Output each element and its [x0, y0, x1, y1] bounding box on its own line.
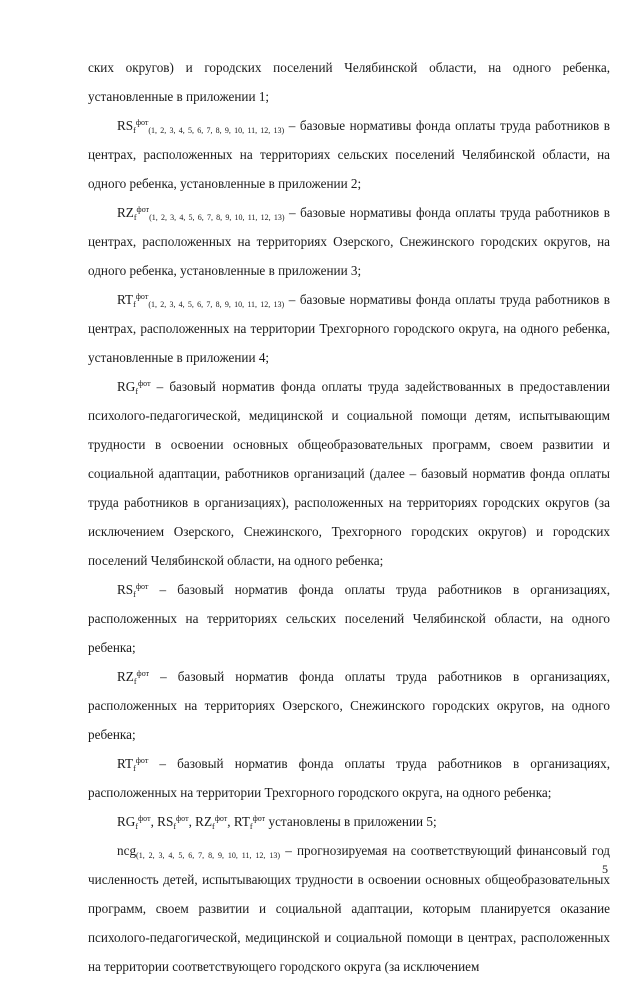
subscript: f: [135, 822, 138, 831]
paragraph: [88, 662, 610, 749]
subscript: f: [173, 822, 176, 831]
superscript: фот: [135, 582, 149, 591]
superscript: фот: [135, 118, 149, 127]
paragraph: [88, 807, 610, 836]
subscript: f: [133, 213, 137, 222]
paragraph-text: RT: [117, 756, 134, 771]
paragraph-text: RT: [117, 292, 134, 307]
subscript: (1, 2, 3, 4, 5, 6, 7, 8, 9, 10, 11, 12, 13): [148, 126, 285, 135]
subscript: f: [133, 126, 136, 135]
superscript: фот: [252, 814, 266, 823]
paragraph-text: , RT: [227, 814, 250, 829]
superscript: фот: [138, 814, 151, 823]
subscript: (1, 2, 3, 4, 5, 6, 7, 8, 9, 10, 11, 12, 13): [148, 300, 285, 309]
paragraph: [88, 111, 610, 198]
paragraph-text: – базовые нормативы фонда оплаты труда работников в центрах, расположенных на территории Трехгорного городского округа, на одного ребенка, установленные в приложении 4;: [88, 292, 611, 365]
superscript: фот: [135, 292, 149, 301]
paragraph-text: RG: [117, 379, 136, 394]
paragraph-text: – базовый норматив фонда оплаты труда работников в организациях, расположенных на территориях Озерского, Снежинского городских округов, на одного ребенка;: [88, 669, 610, 742]
paragraph-text: – базовый норматив фонда оплаты труда работников в организациях, расположенных на территориях сельских поселений Челябинской области, на одного ребенка;: [88, 582, 610, 655]
paragraph-text: – базовый норматив фонда оплаты труда работников в организациях, расположенных на территории Трехгорного городского округа, на одного ребенка;: [88, 756, 610, 800]
paragraph: [88, 575, 610, 662]
document-body: [88, 53, 610, 981]
superscript: фот: [136, 205, 150, 214]
paragraph-text: ских округов) и городских поселений Челябинской области, на одного ребенка, установленные в приложении 1;: [88, 60, 610, 104]
subscript: f: [133, 764, 136, 773]
subscript: f: [212, 822, 215, 831]
paragraph: [88, 285, 610, 372]
subscript: f: [133, 300, 136, 309]
paragraph-text: RZ: [117, 669, 134, 684]
paragraph-text: , RZ: [188, 814, 213, 829]
paragraph-text: ncg: [117, 843, 137, 858]
subscript: f: [133, 677, 137, 686]
subscript: (1, 2, 3, 4, 5, 6, 7, 8, 9, 10, 11, 12, 13): [149, 213, 285, 222]
paragraph-text: RS: [117, 582, 134, 597]
superscript: фот: [136, 669, 150, 678]
paragraph: [88, 836, 610, 981]
superscript: фот: [214, 814, 228, 823]
paragraph-text: установлены в приложении 5;: [265, 814, 437, 829]
superscript: фот: [138, 379, 151, 388]
paragraph: [88, 749, 610, 807]
paragraph: [88, 198, 610, 285]
paragraph-text: RZ: [117, 205, 134, 220]
paragraph-text: RG: [117, 814, 136, 829]
paragraph-text: , RS: [150, 814, 174, 829]
subscript: f: [135, 387, 138, 396]
paragraph-text: RS: [117, 118, 134, 133]
paragraph-text: – базовый норматив фонда оплаты труда задействованных в предоставлении психолого-педагогической, медицинской и социальной помощи детям, испытывающим трудности в освоении основных общеобразовательных программ, своем развитии и социальной адаптации, работников организаций (далее – базовый норматив фонда оплаты труда работников в организациях), расположенных на территориях городских округов (за исключением Озерского, Снежинского, Трехгорного городских округов) и городских поселений Челябинской области, на одного ребенка;: [88, 379, 610, 568]
superscript: фот: [175, 814, 189, 823]
paragraph-text: – базовые нормативы фонда оплаты труда работников в центрах, расположенных на территориях Озерского, Снежинского городских округов, на одного ребенка, установленные в приложении 3;: [88, 205, 610, 278]
paragraph-text: – базовые нормативы фонда оплаты труда работников в центрах, расположенных на территориях сельских поселений Челябинской области, на одного ребенка, установленные в приложении 2;: [88, 118, 611, 191]
paragraph-text: – прогнозируемая на соответствующий финансовый год численность детей, испытывающих трудности в освоении основных общеобразовательных программ, своем развитии и социальной адаптации, которым планируется оказание психолого-педагогической, медицинской и социальной помощи в центрах, расположенных на территории соответствующего городского округа (за исключением: [88, 843, 610, 974]
superscript: фот: [135, 756, 149, 765]
subscript: (1, 2, 3, 4, 5, 6, 7, 8, 9, 10, 11, 12, 13): [136, 851, 280, 860]
paragraph: [88, 53, 610, 111]
subscript: f: [133, 590, 136, 599]
subscript: f: [249, 822, 253, 831]
paragraph: [88, 372, 610, 575]
page-number: 5: [602, 862, 608, 876]
